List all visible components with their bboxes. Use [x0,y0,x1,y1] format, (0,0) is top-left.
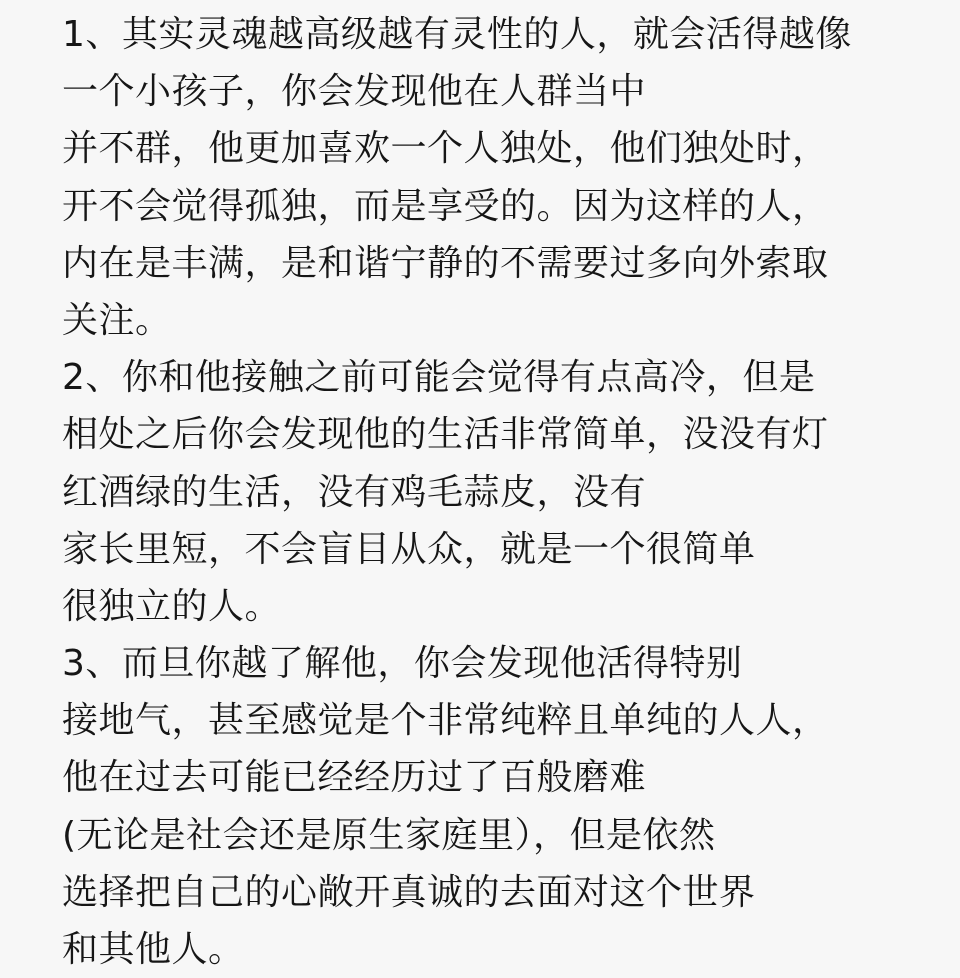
text-line: 内在是丰满，是和谐宁静的不需要过多向外索取 [62,242,829,284]
text-line: 很独立的人。 [62,585,282,627]
text-line: 开不会觉得孤独，而是享受的。因为这样的人， [62,185,829,227]
text-line: 选择把自己的心敞开真诚的去面对这个世界 [62,871,756,913]
text-line: 相处之后你会发现他的生活非常简单，没没有灯 [62,414,829,456]
text-line: 红酒绿的生活，没有鸡毛蒜皮，没有 [62,471,647,513]
text-line: 3、而旦你越了解他，你会发现他活得特别 [62,643,743,685]
text-line: (无论是社会还是原生家庭里），但是依然 [62,814,716,856]
text-line: 家长里短，不会盲目从众，就是一个很简单 [62,528,756,570]
text-line: 并不群，他更加喜欢一个人独处，他们独处时， [62,128,829,170]
text-line: 1、其实灵魂越高级越有灵性的人，就会活得越像 [62,14,852,55]
note-text [62,6,942,978]
text-line: 和其他人。 [62,929,245,970]
text-line: 关注。 [62,299,172,341]
text-line: 接地气，甚至感觉是个非常纯粹且单纯的人人， [62,700,829,742]
text-line: 一个小孩子，你会发现他在人群当中 [62,71,647,113]
text-line: 他在过去可能已经经历过了百般磨难 [62,757,647,799]
text-line: 2、你和他接触之前可能会觉得有点高冷，但是 [62,357,816,399]
